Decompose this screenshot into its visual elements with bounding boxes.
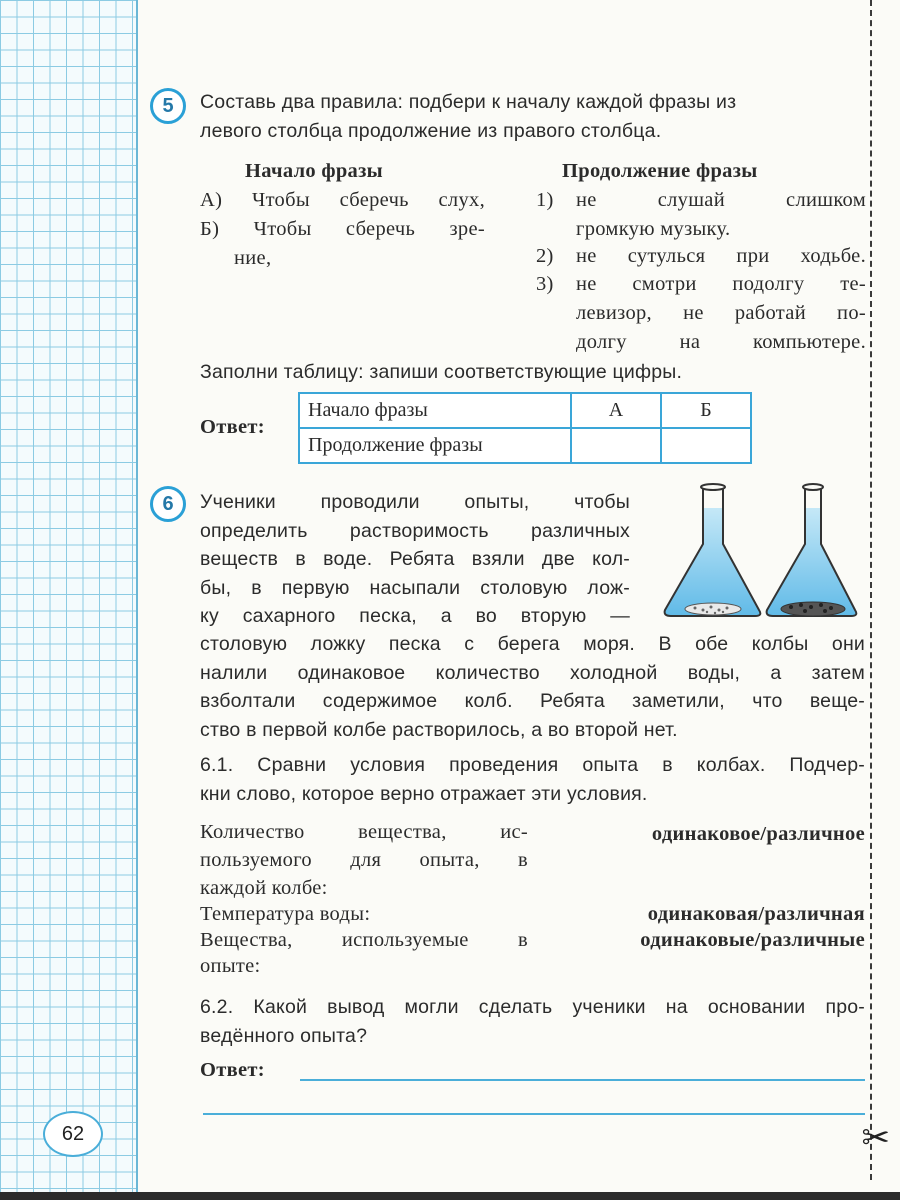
task-5-intro-line: Составь два правила: подбери к началу каждой фразы из: [200, 91, 737, 113]
right-item-line: не сутулься при ходьбе.: [576, 245, 866, 267]
condition-options[interactable]: одинаковая/различная: [647, 903, 865, 925]
answer-line[interactable]: [300, 1079, 865, 1081]
condition-label-line: Количество вещества, ис-: [200, 821, 528, 843]
right-column-header: Продолжение фразы: [562, 160, 758, 182]
left-item-b-cont: ние,: [234, 247, 272, 269]
right-item-line: громкую музыку.: [576, 218, 731, 240]
page-number: 62: [43, 1111, 103, 1157]
flask-icon: [665, 484, 761, 616]
task-5-intro: [200, 88, 865, 145]
question-6-2-line: 6.2. Какой вывод могли сделать ученики на основании про-: [200, 996, 865, 1018]
question-6-1-line: кни слово, которое верно отражает эти условия.: [200, 782, 648, 805]
condition-label-line: пользуемого для опыта, в: [200, 849, 528, 871]
question-6-2: [200, 993, 865, 1022]
table-instruction: Заполни таблицу: запиши соответствующие цифры.: [200, 361, 683, 383]
question-6-1-line: 6.1. Сравни условия проведения опыта в колбах. Подчер-: [200, 754, 865, 776]
right-item-num: 3): [536, 273, 554, 295]
flasks-illustration: [655, 478, 860, 623]
table-col-a: А: [571, 393, 661, 428]
task-6-number: 6: [150, 486, 186, 522]
right-item-num: 1): [536, 189, 554, 211]
question-6-1: [200, 751, 865, 780]
table-row2-label: Продолжение фразы: [299, 428, 571, 463]
right-item-num: 2): [536, 245, 554, 267]
answer-table: [298, 392, 752, 464]
right-item-line: не смотри подолгу те-: [576, 273, 866, 295]
right-item-line: левизор, не работай по-: [576, 302, 866, 324]
right-item-line: долгу на компьютере.: [576, 331, 866, 353]
task-6-text-line: бы, в первую насыпали столовую лож-: [200, 576, 630, 599]
question-6-2-line: ведённого опыта?: [200, 1024, 368, 1047]
left-item-a: А) Чтобы сберечь слух,: [200, 189, 485, 211]
condition-label-line: опыте:: [200, 955, 261, 977]
answer-label: Ответ:: [200, 416, 265, 438]
task-6-text-line: столовую ложку песка с берега моря. В обе колбы они: [200, 633, 865, 655]
task-6-text-line: веществ в воде. Ребята взяли две кол-: [200, 548, 630, 570]
task-6-text-line: налили одинаковое количество холодной воды, а затем: [200, 661, 865, 684]
cut-line: [870, 0, 872, 1180]
task-6-text-narrow: [200, 488, 630, 631]
answer-label: Ответ:: [200, 1059, 265, 1081]
right-item-line: не слушай слишком: [576, 189, 866, 211]
task-5-intro-line: левого столбца продолжение из правого столбца.: [200, 119, 662, 142]
condition-options[interactable]: одинаковые/различные: [640, 929, 865, 951]
task-6-text-wide: [200, 630, 865, 716]
answer-line[interactable]: [203, 1113, 865, 1115]
task-5-number: 5: [150, 88, 186, 124]
task-6-text-line: ство в первой колбе растворилось, а во второй нет.: [200, 718, 678, 741]
table-col-b: Б: [661, 393, 751, 428]
task-6-text-line: взболтали содержимое колб. Ребята заметили, что веще-: [200, 690, 865, 712]
condition-label-line: каждой колбе:: [200, 877, 328, 899]
left-column-header: Начало фразы: [245, 160, 383, 182]
task-6-text-line: Ученики проводили опыты, чтобы: [200, 491, 630, 513]
table-row1-label: Начало фразы: [299, 393, 571, 428]
task-6-text-line: определить растворимость различных: [200, 519, 630, 542]
answer-cell-a[interactable]: [571, 428, 661, 463]
scissors-icon: ✂: [861, 1118, 890, 1158]
flask-icon: [767, 484, 857, 616]
condition-label-line: Вещества, используемые в: [200, 929, 528, 951]
answer-cell-b[interactable]: [661, 428, 751, 463]
left-item-b: Б) Чтобы сберечь зре-: [200, 218, 485, 240]
task-6-text-line: ку сахарного песка, а во вторую —: [200, 605, 630, 627]
grid-margin: [0, 0, 138, 1200]
condition-label-line: Температура воды:: [200, 903, 371, 925]
condition-options[interactable]: одинаковое/различное: [651, 823, 865, 845]
bottom-band: [0, 1192, 900, 1200]
